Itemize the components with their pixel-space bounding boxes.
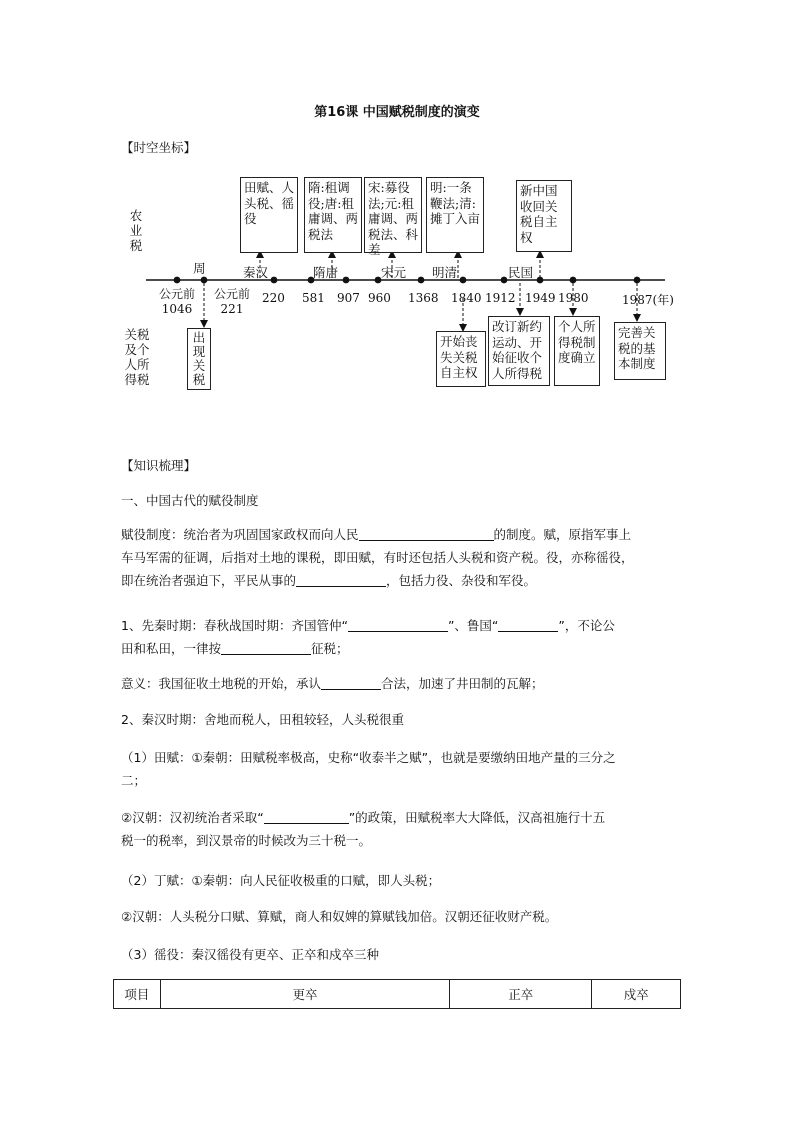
paragraph-han-poll-tax: ②汉朝：人头税分口赋、算赋，商人和奴婢的算赋钱加倍。汉朝还征收财产税。	[121, 909, 558, 924]
timeline-dot	[174, 277, 181, 284]
era-zhou: 周	[193, 261, 206, 276]
era-minguo: 民国	[508, 265, 534, 280]
fill-blank[interactable]	[359, 526, 494, 541]
fill-blank[interactable]	[321, 675, 381, 690]
timeline-dot	[343, 277, 350, 284]
timeline-dot	[570, 277, 577, 284]
era-song-yuan: 宋元	[381, 265, 407, 280]
fill-blank[interactable]	[264, 809, 349, 824]
table-header: 更卒	[160, 980, 449, 1009]
box-tariff-system: 完善关税的基本制度	[614, 322, 666, 380]
box-song-yuan: 宋:募役法;元:租庸调、两税法、科差	[364, 177, 422, 253]
heading-ancient-tax-system: 一、中国古代的赋役制度	[121, 493, 259, 508]
box-lose-tariff-autonomy: 开始丧失关税自主权	[436, 331, 486, 387]
year-1987: 1987(年)	[622, 293, 674, 307]
page-title: 第16课 中国赋税制度的演变	[314, 105, 480, 120]
paragraph-poll-tax: （2）丁赋：①秦朝：向人民征收极重的口赋，即人头税；	[121, 873, 441, 888]
paragraph-corvee: （3）徭役：秦汉徭役有更卒、正卒和戍卒三种	[121, 947, 379, 962]
fill-blank[interactable]	[348, 617, 448, 632]
era-ming-qing: 明清	[432, 265, 458, 280]
section-knowledge-heading: 【知识梳理】	[121, 458, 197, 473]
timeline-dot	[201, 277, 208, 284]
side-label-agriculture-tax: 农业税	[129, 208, 143, 253]
year-220: 220	[262, 291, 285, 305]
section-timeline-heading: 【时空坐标】	[121, 140, 197, 155]
year-581: 581	[302, 291, 325, 305]
table-row	[114, 980, 681, 1009]
year-1912: 1912	[485, 291, 516, 305]
year-221bc: 公元前221	[213, 287, 250, 316]
era-qin-han: 秦汉	[243, 265, 269, 280]
box-income-tax-established: 个人所得税制度确立	[554, 316, 600, 386]
box-tariff-appears: 出现关税	[187, 328, 211, 390]
paragraph-qin-han: 2、秦汉时期：舍地而税人，田租较轻，人头税很重	[121, 712, 404, 727]
fill-blank[interactable]	[498, 617, 558, 632]
paragraph-pre-qin: 1、先秦时期：春秋战国时期：齐国管仲“ ”、鲁国“ ”，不论公 田和私田，一律按 征税；	[121, 618, 615, 656]
paragraph-han-field-tax: ②汉朝：汉初统治者采取“ ”的政策，田赋税率大大降低，汉高祖施行十五 税一的税率，到汉景帝的时候改为三十税一。	[121, 810, 606, 848]
year-1368: 1368	[408, 291, 439, 305]
timeline-dot	[271, 277, 278, 284]
timeline-dot	[634, 277, 641, 284]
year-1840: 1840	[451, 291, 482, 305]
paragraph-definition: 赋役制度：统治者为巩固国家政权而向人民 的制度。赋，原指军事上 车马军需的征调，后指对土地的课税，即田赋，有时还包括人头税和资产税。役，亦称徭役， 即在统治者强迫下，平民从事的 ，包括力役、杂役和军役。	[121, 527, 634, 588]
side-label-tariff-income-tax: 关税及个人所得税	[124, 327, 150, 387]
year-1949: 1949	[525, 291, 556, 305]
paragraph-significance: 意义：我国征收土地税的开始，承认 合法，加速了井田制的瓦解；	[121, 676, 544, 691]
table-header: 正卒	[450, 980, 592, 1009]
box-revise-treaties: 改订新约运动、开始征收个人所得税	[488, 316, 550, 386]
box-sui-tang: 隋:租调役;唐:租庸调、两税法	[304, 177, 362, 253]
table-header: 戍卒	[592, 980, 681, 1009]
year-1046bc: 公元前1046	[158, 287, 195, 316]
box-ming-qing: 明:一条鞭法;清:摊丁入亩	[426, 177, 484, 253]
year-907: 907	[337, 291, 360, 305]
table-header: 项目	[114, 980, 161, 1009]
box-new-china: 新中国收回关税自主权	[516, 180, 572, 252]
fill-blank[interactable]	[221, 640, 311, 655]
corvee-table	[113, 979, 681, 1009]
fill-blank[interactable]	[296, 572, 386, 587]
era-sui-tang: 隋唐	[313, 265, 339, 280]
timeline-dot	[460, 277, 467, 284]
timeline-dot	[418, 277, 425, 284]
paragraph-field-tax: （1）田赋：①秦朝：田赋税率极高，史称“收泰半之赋”，也就是要缴纳田地产量的三分之 二；	[121, 750, 616, 788]
year-960: 960	[368, 291, 391, 305]
box-qin-han: 田赋、人头税、徭役	[240, 177, 298, 253]
year-1980: 1980	[558, 291, 589, 305]
timeline-dot	[501, 277, 508, 284]
